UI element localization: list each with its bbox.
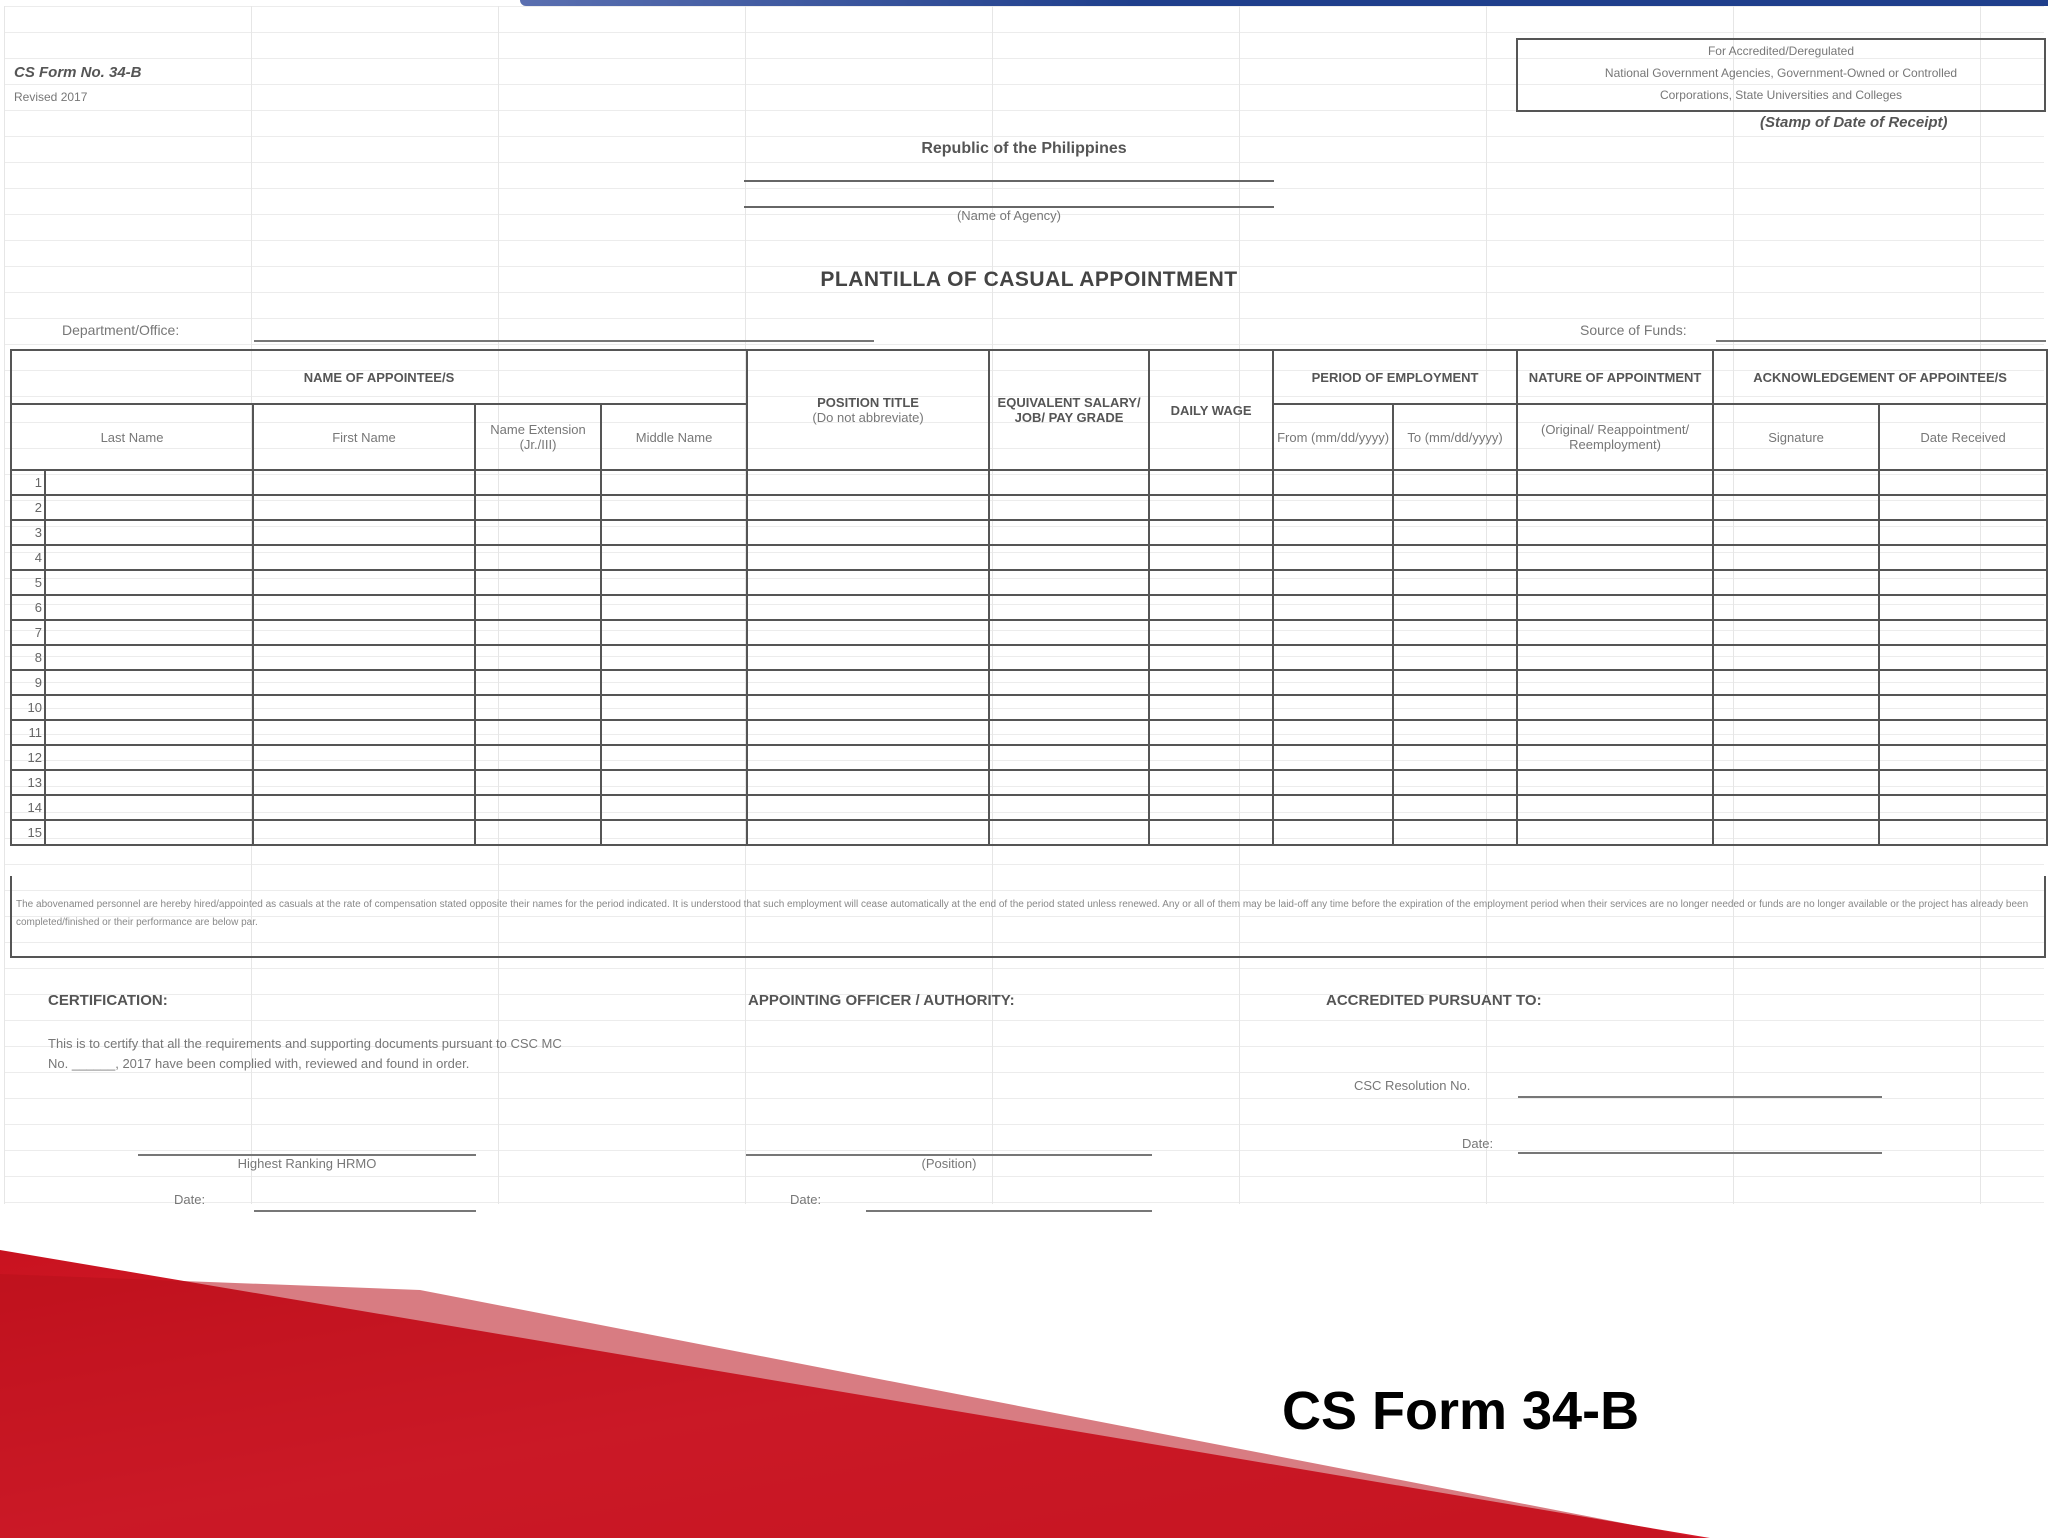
table-cell[interactable] [1713, 695, 1879, 720]
table-cell[interactable] [1517, 595, 1713, 620]
accreditation-line-1: For Accredited/Deregulated [1707, 44, 1855, 58]
table-cell[interactable] [1879, 720, 2047, 745]
table-cell[interactable] [475, 620, 601, 645]
table-cell[interactable] [747, 820, 989, 845]
table-cell[interactable] [1149, 595, 1273, 620]
table-cell[interactable] [601, 520, 747, 545]
table-cell[interactable] [601, 470, 747, 495]
table-cell[interactable] [45, 695, 253, 720]
name-extension-header: Name Extension (Jr./III) [475, 404, 601, 470]
table-cell[interactable] [45, 570, 253, 595]
table-cell[interactable] [747, 520, 989, 545]
table-cell[interactable] [1149, 770, 1273, 795]
row-number: 14 [11, 795, 45, 820]
table-cell[interactable] [747, 770, 989, 795]
accreditation-line-2: National Government Agencies, Government-Owned or Controlled [1604, 66, 1958, 80]
table-cell[interactable] [1713, 545, 1879, 570]
table-row [11, 820, 2047, 845]
row-number: 6 [11, 595, 45, 620]
acknowledgement-header: ACKNOWLEDGEMENT OF APPOINTEE/S [1713, 350, 2047, 404]
table-cell[interactable] [1393, 770, 1517, 795]
accredited-date-label: Date: [1462, 1136, 1494, 1151]
table-cell[interactable] [1517, 545, 1713, 570]
table-cell[interactable] [747, 495, 989, 520]
table-cell[interactable] [1273, 520, 1393, 545]
row-number: 3 [11, 520, 45, 545]
table-cell[interactable] [601, 695, 747, 720]
table-row [11, 620, 2047, 645]
row-number: 10 [11, 695, 45, 720]
certification-text: This is to certify that all the requirements and supporting documents pursuant to CSC MC No. ______, 2017 have been complied with, reviewed and found in order. [48, 1036, 562, 1071]
form-sheet [4, 6, 2044, 1207]
row-number: 13 [11, 770, 45, 795]
table-cell[interactable] [475, 545, 601, 570]
table-cell[interactable] [253, 595, 475, 620]
row-number: 8 [11, 645, 45, 670]
table-cell[interactable] [253, 645, 475, 670]
table-cell[interactable] [253, 545, 475, 570]
table-cell[interactable] [475, 820, 601, 845]
table-cell[interactable] [45, 795, 253, 820]
remarks-text: The abovenamed personnel are hereby hired/appointed as casuals at the rate of compensation stated opposite their names for the period indicated. It is understood that such employment will cease automatically at the end of the period stated unless renewed. Any or all of them may be laid-off any time before the expiration of the employment period when their services are no longer needed or funds are no longer available or the project has already been completed/finished or their performance are below par. [10, 876, 2046, 958]
department-label: Department/Office: [62, 322, 180, 338]
table-cell[interactable] [1273, 645, 1393, 670]
table-cell[interactable] [1393, 495, 1517, 520]
table-cell[interactable] [601, 795, 747, 820]
source-of-funds-field[interactable] [1716, 340, 2046, 342]
table-cell[interactable] [1149, 495, 1273, 520]
table-cell[interactable] [1713, 745, 1879, 770]
table-cell[interactable] [1149, 720, 1273, 745]
table-cell[interactable] [1879, 820, 2047, 845]
accredited-title: ACCREDITED PURSUANT TO: [1326, 992, 1542, 1009]
table-cell[interactable] [1393, 595, 1517, 620]
hrmo-date-label: Date: [174, 1192, 206, 1207]
table-cell[interactable] [989, 570, 1149, 595]
table-cell[interactable] [1393, 545, 1517, 570]
table-cell[interactable] [475, 670, 601, 695]
table-cell[interactable] [45, 595, 253, 620]
table-cell[interactable] [1149, 620, 1273, 645]
table-cell[interactable] [747, 745, 989, 770]
position-title-label: POSITION TITLE [817, 395, 919, 410]
hrmo-date-field[interactable] [254, 1210, 476, 1212]
table-cell[interactable] [45, 620, 253, 645]
table-cell[interactable] [747, 570, 989, 595]
table-cell[interactable] [475, 795, 601, 820]
accreditation-box [1516, 38, 2046, 112]
table-cell[interactable] [601, 645, 747, 670]
table-cell[interactable] [601, 570, 747, 595]
table-cell[interactable] [601, 495, 747, 520]
agency-label: (Name of Agency) [956, 208, 1062, 223]
table-cell[interactable] [1879, 470, 2047, 495]
table-cell[interactable] [1149, 545, 1273, 570]
table-cell[interactable] [1273, 470, 1393, 495]
row-number: 7 [11, 620, 45, 645]
table-cell[interactable] [1273, 570, 1393, 595]
table-cell[interactable] [475, 645, 601, 670]
table-cell[interactable] [1149, 745, 1273, 770]
table-cell[interactable] [1879, 620, 2047, 645]
table-cell[interactable] [1273, 695, 1393, 720]
table-cell[interactable] [45, 670, 253, 695]
table-cell[interactable] [1713, 795, 1879, 820]
table-cell[interactable] [1879, 545, 2047, 570]
source-of-funds-label: Source of Funds: [1580, 322, 1687, 338]
table-cell[interactable] [253, 470, 475, 495]
republic-heading: Republic of the Philippines [921, 140, 1127, 157]
table-cell[interactable] [45, 820, 253, 845]
table-cell[interactable] [475, 720, 601, 745]
table-row [11, 645, 2047, 670]
table-cell[interactable] [1393, 645, 1517, 670]
table-cell[interactable] [475, 570, 601, 595]
slide-caption: CS Form 34-B [1282, 1381, 1640, 1441]
form-title: PLANTILLA OF CASUAL APPOINTMENT [820, 268, 1238, 291]
table-cell[interactable] [1393, 470, 1517, 495]
table-cell[interactable] [601, 820, 747, 845]
stamp-label: (Stamp of Date of Receipt) [1760, 114, 1948, 131]
table-cell[interactable] [1879, 645, 2047, 670]
table-row [11, 520, 2047, 545]
table-row [11, 795, 2047, 820]
table-cell[interactable] [601, 595, 747, 620]
csc-resolution-field[interactable] [1518, 1096, 1882, 1098]
table-cell[interactable] [1393, 745, 1517, 770]
period-of-employment-header: PERIOD OF EMPLOYMENT [1273, 350, 1517, 404]
table-cell[interactable] [747, 695, 989, 720]
table-cell[interactable] [1517, 770, 1713, 795]
nature-of-appointment-header: NATURE OF APPOINTMENT [1517, 350, 1713, 404]
table-cell[interactable] [1393, 795, 1517, 820]
table-cell[interactable] [1713, 670, 1879, 695]
appointing-officer-title: APPOINTING OFFICER / AUTHORITY: [748, 992, 1015, 1009]
position-label: (Position) [921, 1156, 977, 1171]
table-cell[interactable] [1517, 820, 1713, 845]
table-cell[interactable] [601, 620, 747, 645]
first-name-header: First Name [253, 404, 475, 470]
table-cell[interactable] [1273, 545, 1393, 570]
table-cell[interactable] [747, 470, 989, 495]
table-cell[interactable] [1879, 570, 2047, 595]
table-cell[interactable] [1273, 820, 1393, 845]
certification-title: CERTIFICATION: [48, 992, 168, 1009]
table-cell[interactable] [45, 645, 253, 670]
date-received-header: Date Received [1879, 404, 2047, 470]
table-cell[interactable] [1713, 820, 1879, 845]
form-number: CS Form No. 34-B [14, 64, 142, 81]
position-title-header [747, 350, 989, 470]
table-cell[interactable] [1517, 520, 1713, 545]
table-cell[interactable] [747, 645, 989, 670]
table-cell[interactable] [747, 795, 989, 820]
table-cell[interactable] [253, 620, 475, 645]
nature-note-header: (Original/ Reappointment/ Reemployment) [1517, 404, 1713, 470]
table-cell[interactable] [475, 520, 601, 545]
table-cell[interactable] [1879, 520, 2047, 545]
accredited-date-field[interactable] [1518, 1152, 1882, 1154]
table-cell[interactable] [1393, 820, 1517, 845]
table-cell[interactable] [253, 770, 475, 795]
table-cell[interactable] [45, 545, 253, 570]
table-cell[interactable] [1879, 495, 2047, 520]
to-date-header: To (mm/dd/yyyy) [1393, 404, 1517, 470]
table-cell[interactable] [1713, 645, 1879, 670]
table-cell[interactable] [1273, 770, 1393, 795]
daily-wage-header: DAILY WAGE [1149, 350, 1273, 470]
table-row [11, 570, 2047, 595]
csc-resolution-label: CSC Resolution No. [1354, 1078, 1471, 1093]
last-name-header: Last Name [11, 404, 253, 470]
table-cell[interactable] [989, 470, 1149, 495]
table-cell[interactable] [1713, 570, 1879, 595]
table-cell[interactable] [1273, 795, 1393, 820]
middle-name-header: Middle Name [601, 404, 747, 470]
table-cell[interactable] [253, 745, 475, 770]
table-cell[interactable] [1517, 570, 1713, 595]
table-cell[interactable] [747, 595, 989, 620]
table-cell[interactable] [989, 520, 1149, 545]
table-cell[interactable] [1393, 620, 1517, 645]
table-cell[interactable] [1149, 570, 1273, 595]
table-cell[interactable] [989, 495, 1149, 520]
table-cell[interactable] [1517, 670, 1713, 695]
table-row [11, 470, 2047, 495]
table-cell[interactable] [1517, 695, 1713, 720]
table-cell[interactable] [253, 820, 475, 845]
table-cell[interactable] [1713, 620, 1879, 645]
appointing-date-field[interactable] [866, 1210, 1152, 1212]
table-cell[interactable] [601, 545, 747, 570]
table-cell[interactable] [475, 745, 601, 770]
table-cell[interactable] [1879, 695, 2047, 720]
table-cell[interactable] [253, 670, 475, 695]
table-cell[interactable] [989, 545, 1149, 570]
table-cell[interactable] [1879, 595, 2047, 620]
table-cell[interactable] [1517, 795, 1713, 820]
row-number: 12 [11, 745, 45, 770]
table-cell[interactable] [1393, 695, 1517, 720]
table-cell[interactable] [989, 595, 1149, 620]
table-cell[interactable] [1713, 595, 1879, 620]
table-cell[interactable] [1273, 495, 1393, 520]
table-cell[interactable] [989, 745, 1149, 770]
table-cell[interactable] [1393, 720, 1517, 745]
table-row [11, 545, 2047, 570]
table-cell[interactable] [989, 670, 1149, 695]
table-cell[interactable] [475, 495, 601, 520]
table-cell[interactable] [253, 795, 475, 820]
name-of-appointees-header: NAME OF APPOINTEE/S [11, 350, 747, 404]
table-cell[interactable] [45, 745, 253, 770]
table-cell[interactable] [253, 570, 475, 595]
table-cell[interactable] [1713, 770, 1879, 795]
table-row [11, 770, 2047, 795]
row-number: 11 [11, 720, 45, 745]
red-swoosh-decoration [0, 1250, 2048, 1538]
table-cell[interactable] [1149, 820, 1273, 845]
table-cell[interactable] [45, 470, 253, 495]
position-title-note: (Do not abbreviate) [812, 410, 924, 425]
table-cell[interactable] [989, 695, 1149, 720]
table-cell[interactable] [45, 720, 253, 745]
row-number: 15 [11, 820, 45, 845]
table-cell[interactable] [747, 545, 989, 570]
appointing-date-label: Date: [790, 1192, 822, 1207]
table-cell[interactable] [1713, 720, 1879, 745]
table-cell[interactable] [1713, 495, 1879, 520]
table-cell[interactable] [1517, 470, 1713, 495]
table-row [11, 595, 2047, 620]
revised-label: Revised 2017 [14, 90, 88, 104]
table-cell[interactable] [1273, 620, 1393, 645]
table-row [11, 670, 2047, 695]
table-cell[interactable] [1273, 595, 1393, 620]
row-number: 5 [11, 570, 45, 595]
table-cell[interactable] [989, 645, 1149, 670]
table-cell[interactable] [601, 720, 747, 745]
table-cell[interactable] [1879, 745, 2047, 770]
table-cell[interactable] [989, 795, 1149, 820]
table-row [11, 720, 2047, 745]
table-cell[interactable] [1879, 770, 2047, 795]
appointments-table [10, 349, 2048, 846]
table-cell[interactable] [1879, 670, 2047, 695]
row-number: 2 [11, 495, 45, 520]
table-cell[interactable] [1517, 645, 1713, 670]
table-cell[interactable] [1149, 670, 1273, 695]
table-cell[interactable] [253, 520, 475, 545]
row-number: 1 [11, 470, 45, 495]
table-cell[interactable] [475, 695, 601, 720]
table-cell[interactable] [1149, 795, 1273, 820]
table-cell[interactable] [989, 620, 1149, 645]
table-cell[interactable] [989, 720, 1149, 745]
hrmo-label: Highest Ranking HRMO [237, 1156, 377, 1171]
table-cell[interactable] [1517, 620, 1713, 645]
signature-header: Signature [1713, 404, 1879, 470]
table-cell[interactable] [1149, 645, 1273, 670]
table-cell[interactable] [601, 745, 747, 770]
table-cell[interactable] [1393, 520, 1517, 545]
table-cell[interactable] [1273, 720, 1393, 745]
table-cell[interactable] [1273, 745, 1393, 770]
table-row [11, 495, 2047, 520]
table-cell[interactable] [253, 495, 475, 520]
table-cell[interactable] [1713, 520, 1879, 545]
salary-grade-header: EQUIVALENT SALARY/ JOB/ PAY GRADE [989, 350, 1149, 470]
table-cell[interactable] [475, 595, 601, 620]
table-cell[interactable] [1149, 695, 1273, 720]
table-cell[interactable] [1273, 670, 1393, 695]
table-cell[interactable] [45, 770, 253, 795]
table-cell[interactable] [45, 495, 253, 520]
table-cell[interactable] [1517, 495, 1713, 520]
table-cell[interactable] [1149, 470, 1273, 495]
agency-line-top [744, 180, 1274, 182]
table-cell[interactable] [1393, 670, 1517, 695]
department-field[interactable] [254, 340, 874, 342]
table-row [11, 695, 2047, 720]
table-cell[interactable] [253, 695, 475, 720]
table-cell[interactable] [475, 470, 601, 495]
table-cell[interactable] [1713, 470, 1879, 495]
table-cell[interactable] [1517, 720, 1713, 745]
accreditation-line-3: Corporations, State Universities and Colleges [1659, 88, 1903, 102]
from-date-header: From (mm/dd/yyyy) [1273, 404, 1393, 470]
row-number: 4 [11, 545, 45, 570]
table-cell[interactable] [747, 620, 989, 645]
table-cell[interactable] [1879, 795, 2047, 820]
table-row [11, 745, 2047, 770]
table-cell[interactable] [747, 720, 989, 745]
table-cell[interactable] [601, 770, 747, 795]
row-number: 9 [11, 670, 45, 695]
table-cell[interactable] [1393, 570, 1517, 595]
table-cell[interactable] [1517, 745, 1713, 770]
table-cell[interactable] [253, 720, 475, 745]
table-cell[interactable] [747, 670, 989, 695]
table-cell[interactable] [1149, 520, 1273, 545]
table-cell[interactable] [475, 770, 601, 795]
table-cell[interactable] [45, 520, 253, 545]
table-cell[interactable] [989, 770, 1149, 795]
table-cell[interactable] [601, 670, 747, 695]
table-cell[interactable] [989, 820, 1149, 845]
